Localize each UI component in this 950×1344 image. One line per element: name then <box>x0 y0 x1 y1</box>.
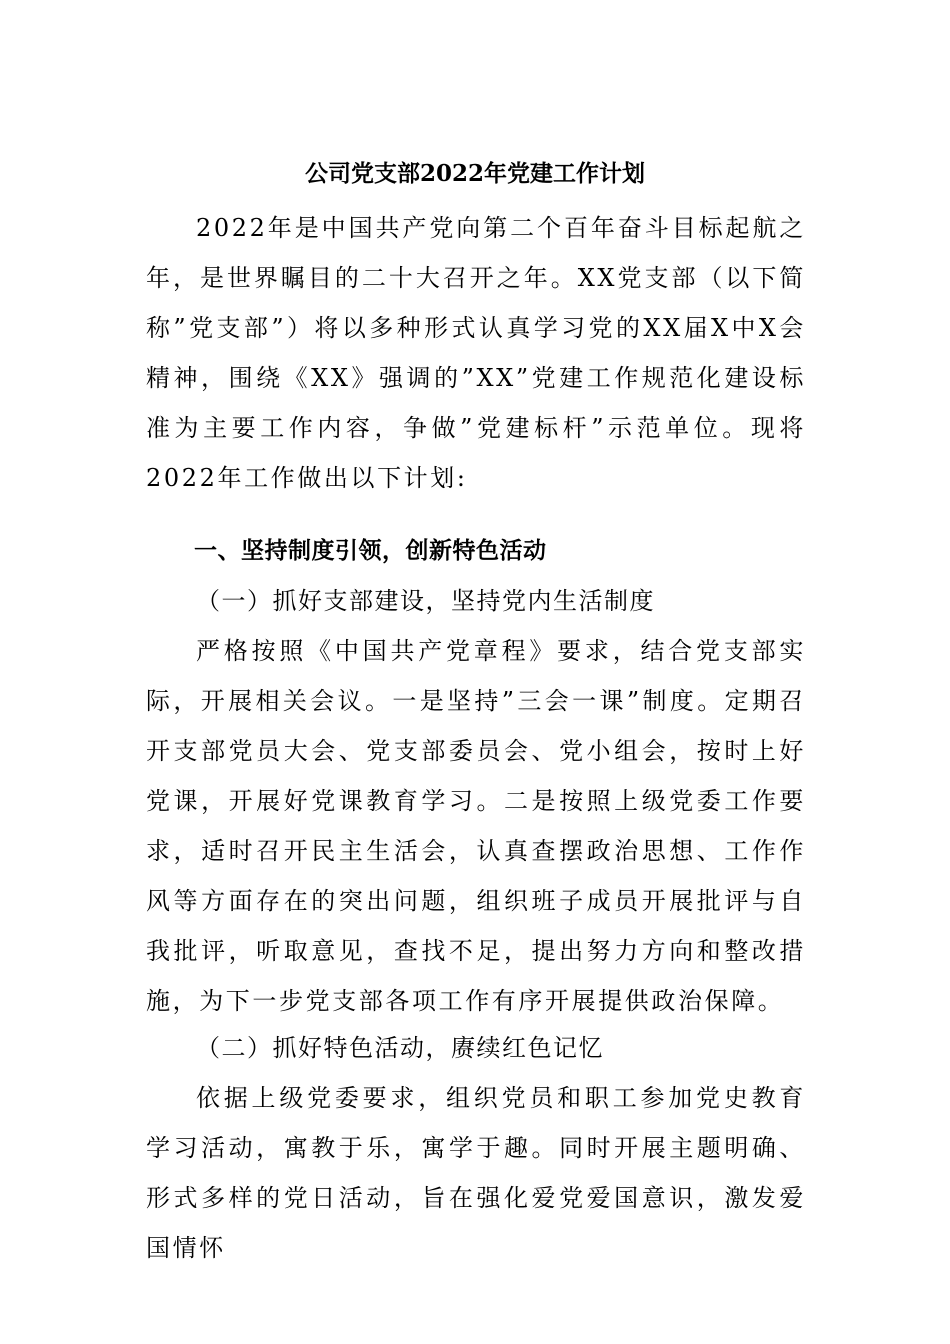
subsection-2-paragraph: 依据上级党委要求，组织党员和职工参加党史教育学习活动，寓教于乐，寓学于趣。同时开展主题明确、形式多样的党日活动，旨在强化爱党爱国意识，激发爱国情怀 <box>146 1084 806 1262</box>
subsection-1-paragraph: 严格按照《中国共产党章程》要求，结合党支部实际，开展相关会议。一是坚持”三会一课”制度。定期召开支部党员大会、党支部委员会、党小组会，按时上好党课，开展好党课教育学习。二是按照上级党委工作要求，适时召开民主生活会，认真查摆政治思想、工作作风等方面存在的突出问题，组织班子成员开展批评与自我批评，听取意见，查找不足，提出努力方向和整改措施，为下一步党支部各项工作有序开展提供政治保障。 <box>146 637 806 1015</box>
section-1-heading: 一、坚持制度引领，创新特色活动 <box>194 538 547 564</box>
document-title: 公司党支部2022年党建工作计划 <box>304 160 645 187</box>
subsection-1-heading: （一）抓好支部建设，坚持党内生活制度 <box>196 587 655 615</box>
intro-paragraph: 2022年是中国共产党向第二个百年奋斗目标起航之年，是世界瞩目的二十大召开之年。XX党支部（以下简称”党支部”）将以多种形式认真学习党的XX届X中X会精神，围绕《XX》强调的”XX”党建工作规范化建设标准为主要工作内容，争做”党建标杆”示范单位。现将2022年工作做出以下计划: <box>146 214 806 492</box>
subsection-2-heading: （二）抓好特色活动，赓续红色记忆 <box>196 1034 604 1062</box>
